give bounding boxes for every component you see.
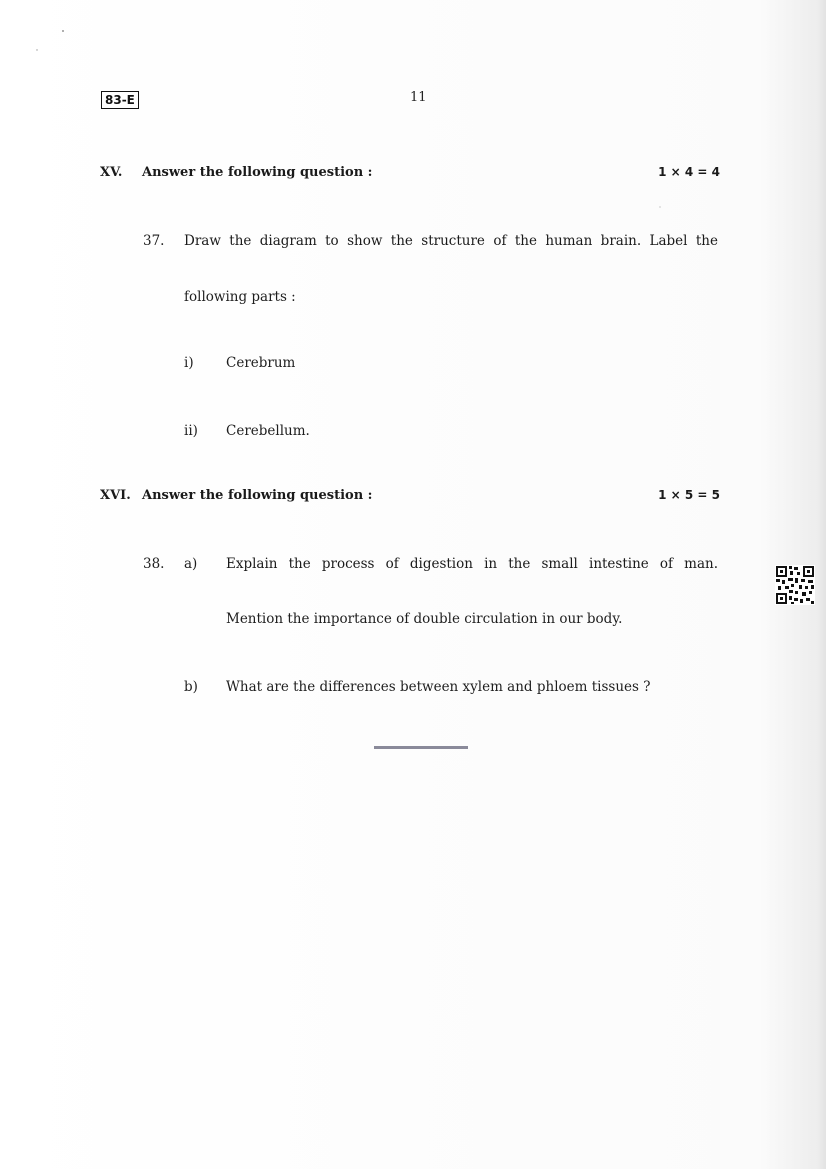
part-label: a) (184, 556, 198, 572)
section-marks: 1 × 5 = 5 (658, 488, 720, 502)
question-37-line-1: Draw the diagram to show the structure of the human brain. Label the (184, 233, 718, 249)
section-title: Answer the following question : (142, 488, 373, 503)
qr-code-icon (775, 565, 815, 605)
question-38a-line-1: Explain the process of digestion in the small intestine of man. (226, 556, 718, 572)
question-37-line-2: following parts : (184, 289, 296, 305)
section-xvi-heading (100, 488, 720, 508)
part-text-cerebellum: Cerebellum. (226, 423, 310, 439)
end-divider (374, 746, 468, 749)
section-title: Answer the following question : (142, 165, 373, 180)
part-label: i) (184, 355, 194, 371)
question-38a-line-2: Mention the importance of double circulation in our body. (226, 611, 623, 627)
paper-code-box: 83-E (101, 91, 139, 109)
question-number: 38. (143, 556, 165, 572)
question-number: 37. (143, 233, 165, 249)
part-label: b) (184, 679, 198, 695)
page-number: 11 (410, 90, 427, 105)
part-label: ii) (184, 423, 198, 439)
section-number: XV. (100, 165, 123, 180)
section-marks: 1 × 4 = 4 (658, 165, 720, 179)
part-text-cerebrum: Cerebrum (226, 355, 296, 371)
section-xv-heading (100, 165, 720, 185)
question-38b-text: What are the differences between xylem and phloem tissues ? (226, 679, 651, 695)
section-number: XVI. (100, 488, 131, 503)
